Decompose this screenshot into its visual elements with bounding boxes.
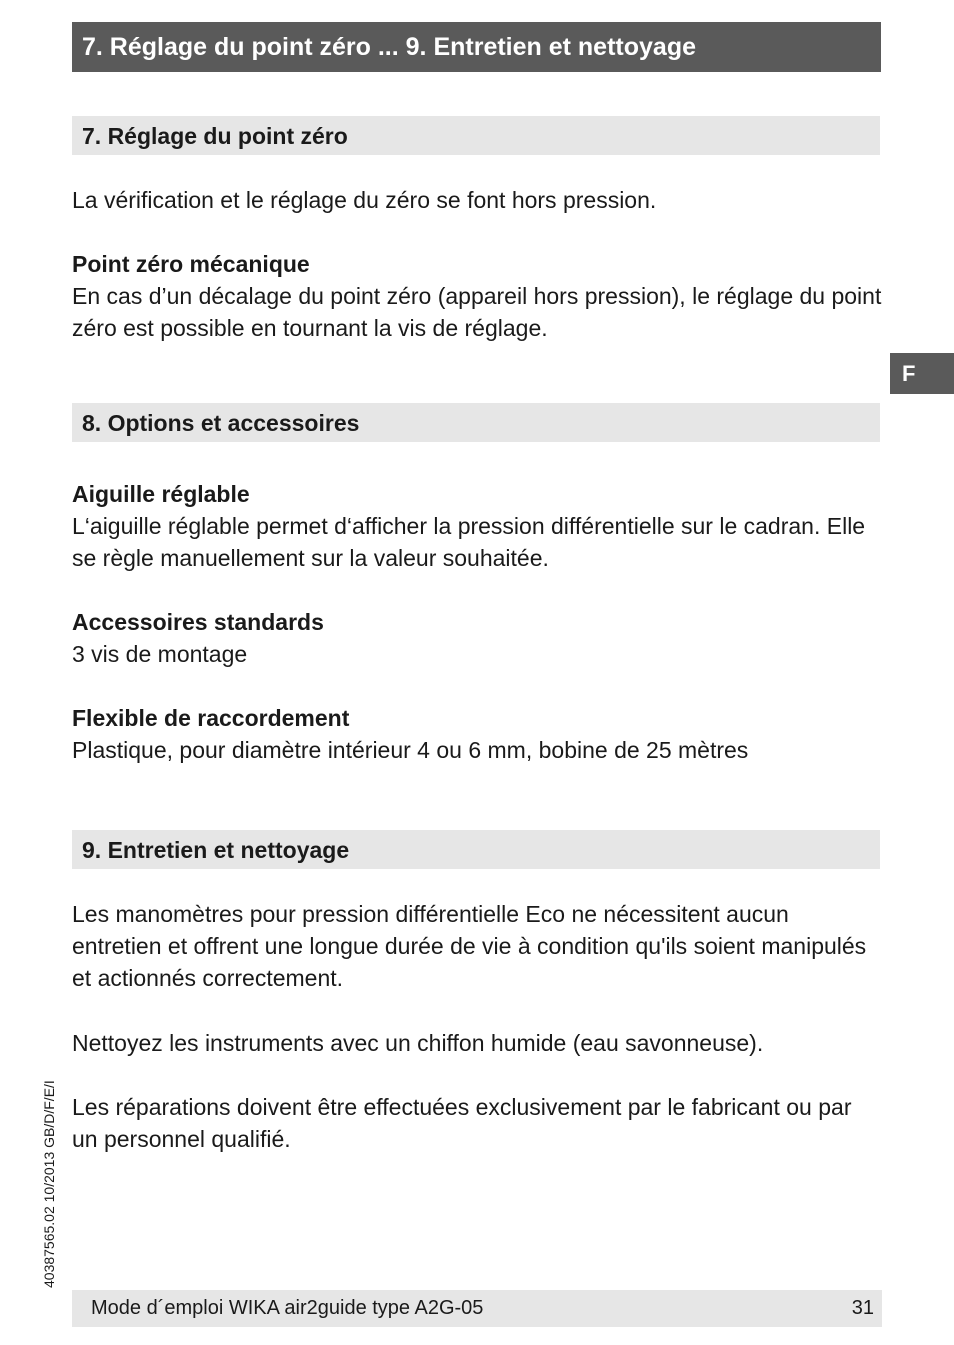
section-9-title: 9. Entretien et nettoyage <box>82 837 350 863</box>
maintenance-paragraph-1: Les manomètres pour pression différentielle Eco ne nécessitent aucun entretien et offrent une longue durée de vie à condition qu'ils soient manipulés et actionnés correctement. <box>72 901 867 991</box>
section-8-heading <box>72 403 880 442</box>
adjustable-pointer-heading: Aiguille réglable <box>72 481 250 507</box>
mechanical-zero-heading: Point zéro mécanique <box>72 251 310 277</box>
section-8-title: 8. Options et accessoires <box>82 410 360 436</box>
section-7-intro: La vérification et le réglage du zéro se font hors pression. <box>72 187 657 213</box>
standard-accessories-heading: Accessoires standards <box>72 609 324 635</box>
section-9-heading <box>72 830 880 869</box>
page-number: 31 <box>851 1297 874 1319</box>
page-header <box>72 22 881 72</box>
section-7-title: 7. Réglage du point zéro <box>82 123 348 149</box>
document-code: 40387565.02 10/2013 GB/D/F/E/I <box>41 1080 57 1288</box>
page-footer <box>72 1290 882 1327</box>
mechanical-zero-text: En cas d’un décalage du point zéro (appareil hors pression), le réglage du point zéro est possible en tournant la vis de réglage. <box>72 283 882 341</box>
section-7-heading <box>72 116 880 155</box>
language-tab-f <box>890 353 954 394</box>
adjustable-pointer-text: L‘aiguille réglable permet d‘afficher la pression différentielle sur le cadran. Elle se règle manuellement sur la valeur souhaitée. <box>72 513 866 571</box>
footer-manual-title: Mode d´emploi WIKA air2guide type A2G-05 <box>91 1297 484 1319</box>
standard-accessories-text: 3 vis de montage <box>72 641 248 667</box>
maintenance-paragraph-3: Les réparations doivent être effectuées exclusivement par le fabricant ou par un personnel qualifié. <box>72 1094 852 1152</box>
connection-hose-text: Plastique, pour diamètre intérieur 4 ou 6 mm, bobine de 25 mètres <box>72 737 749 763</box>
maintenance-paragraph-2: Nettoyez les instruments avec un chiffon humide (eau savonneuse). <box>72 1030 764 1056</box>
connection-hose-heading: Flexible de raccordement <box>72 705 350 731</box>
page-title: 7. Réglage du point zéro ... 9. Entretien et nettoyage <box>82 33 696 61</box>
language-tab-label: F <box>902 361 916 386</box>
